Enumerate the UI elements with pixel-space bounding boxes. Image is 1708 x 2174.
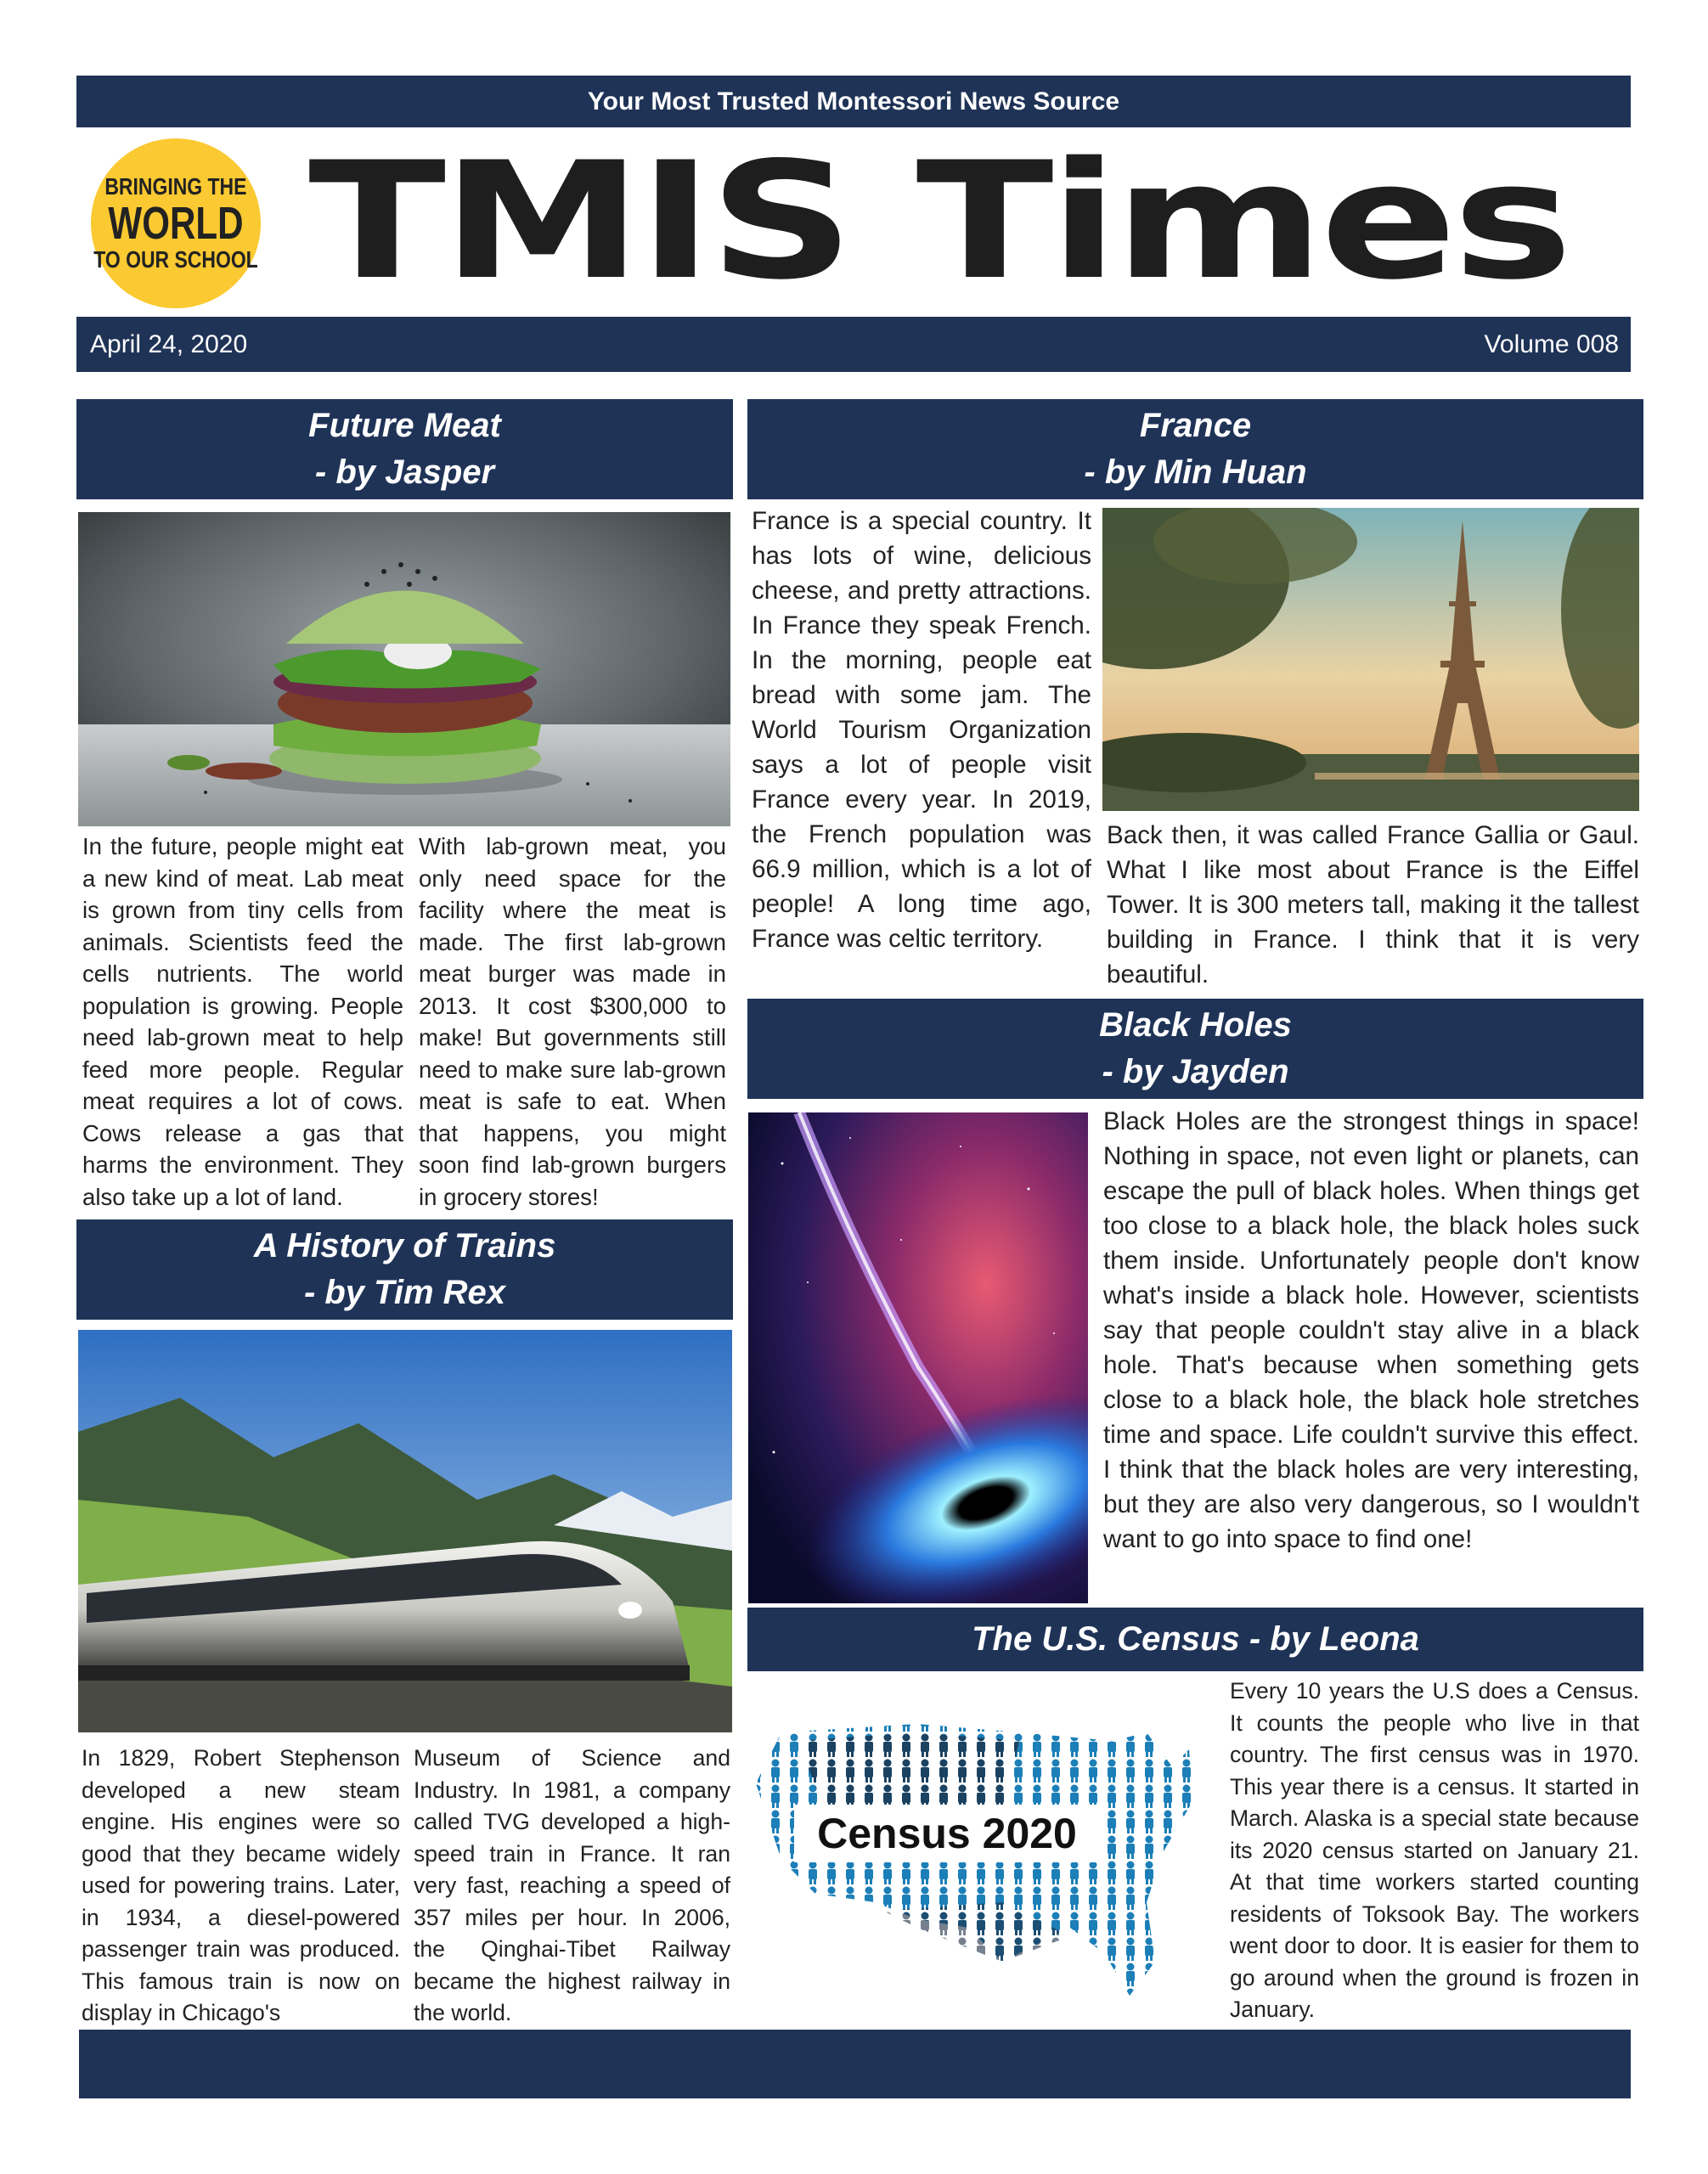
census-header <box>747 1608 1643 1671</box>
article-title: Black Holes <box>1099 1006 1292 1044</box>
eiffel-tower-photo <box>1102 508 1639 811</box>
france-column-2: Back then, it was called France Gallia or Gaul. What I like most about France is the Eiffel Tower. It is 300 meters tall, making it the tallest building in France. I think that it is very beautiful. <box>1107 821 1639 988</box>
census-text: Every 10 years the U.S does a Census. It counts the people who live in that country. The first census was in 1970. This year there is a census. It started in March. Alaska is a special state because its 2020 census started on January 21. At that time workers started counting residents of Toksook Bay. The workers went door to door. It is easier for them to go around when the ground is frozen in January. <box>1230 1678 1639 2022</box>
trains-header <box>76 1219 733 1320</box>
issue-date: April 24, 2020 <box>90 329 248 358</box>
article-byline: - by Tim Rex <box>303 1274 506 1311</box>
issue-volume: Volume 008 <box>1484 329 1619 358</box>
footer-bar <box>79 2030 1631 2098</box>
trains-column-2: Museum of Science and Industry. In 1981, a company called TVG developed a high-speed train in France. It ran very fast, reaching a speed of 357 miles per hour. In 2006, the Qinghai-Tibet Railway became the highest railway in the world. <box>414 1745 730 2025</box>
article-title: A History of Trains <box>253 1227 556 1264</box>
france-header <box>747 399 1643 499</box>
census-image-label: Census 2020 <box>817 1810 1077 1857</box>
date-bar <box>76 317 1631 372</box>
future-meat-header <box>76 399 733 499</box>
census-map-illustration <box>747 1707 1206 2021</box>
article-title: France <box>1139 407 1252 444</box>
tagline-bar <box>76 76 1631 127</box>
future-meat-column-2: With lab-grown meat, you only need space for the facility where the meat is made. The first lab-grown meat burger was made in 2013. It cost $300,000 to make! But governments still need to make sure lab-grown meat is safe to eat. When that happens, you might soon find lab-grown burgers in grocery stores! <box>419 833 726 1210</box>
black-holes-text: Black Holes are the strongest things in space! Nothing in space, not even light or planets, can escape the pull of black holes. When things get too close to a black hole, the black holes suck them inside. Unfortunately people don't know what's inside a black hole. However, scientists say that people couldn't stay alive in a black hole. That's because when something gets close to a black hole, the black hole stretches time and space. Life couldn't survive this effect. I think that the black holes are very interesting, but they are also very dangerous, so I wouldn't want to go into space to find one! <box>1103 1107 1639 1553</box>
france-column-1: France is a special country. It has lots of wine, delicious cheese, and pretty attractions. In France they speak French. In the morning, people eat bread with some jam. The World Tourism Organization says a lot of people visit France every year. In 2019, the French population was 66.9 million, which is a lot of people! A long time ago, France was celtic territory. <box>752 507 1091 953</box>
article-byline: - by Jasper <box>314 453 495 491</box>
black-holes-header <box>747 999 1643 1099</box>
burger-photo <box>78 512 730 826</box>
article-byline: - by Jayden <box>1102 1053 1289 1090</box>
article-byline: - by Min Huan <box>1084 453 1307 491</box>
article-title: The U.S. Census - by Leona <box>972 1620 1419 1658</box>
future-meat-column-1: In the future, people might eat a new kind of meat. Lab meat is grown from tiny cells from animals. Scientists feed the cells nutrients. The world population is growing. People need lab-grown meat to help feed more people. Regular meat requires a lot of cows. Cows release a gas that harms the environment. They also take up a lot of land. <box>82 833 403 1210</box>
masthead-title: TMIS Times <box>308 127 1569 315</box>
school-badge-logo: BRINGING THE WORLD TO OUR SCHOOL <box>91 138 261 308</box>
trains-column-1: In 1829, Robert Stephenson developed a new steam engine. His engines were so good that they became widely used for powering trains. Later, in 1934, a diesel-powered passenger train was produced. This famous train is now on display in Chicago's <box>82 1745 400 2025</box>
article-title: Future Meat <box>308 407 501 444</box>
train-photo <box>78 1330 732 1732</box>
black-hole-illustration <box>748 1112 1088 1603</box>
tagline: Your Most Trusted Montessori News Source <box>587 87 1120 115</box>
